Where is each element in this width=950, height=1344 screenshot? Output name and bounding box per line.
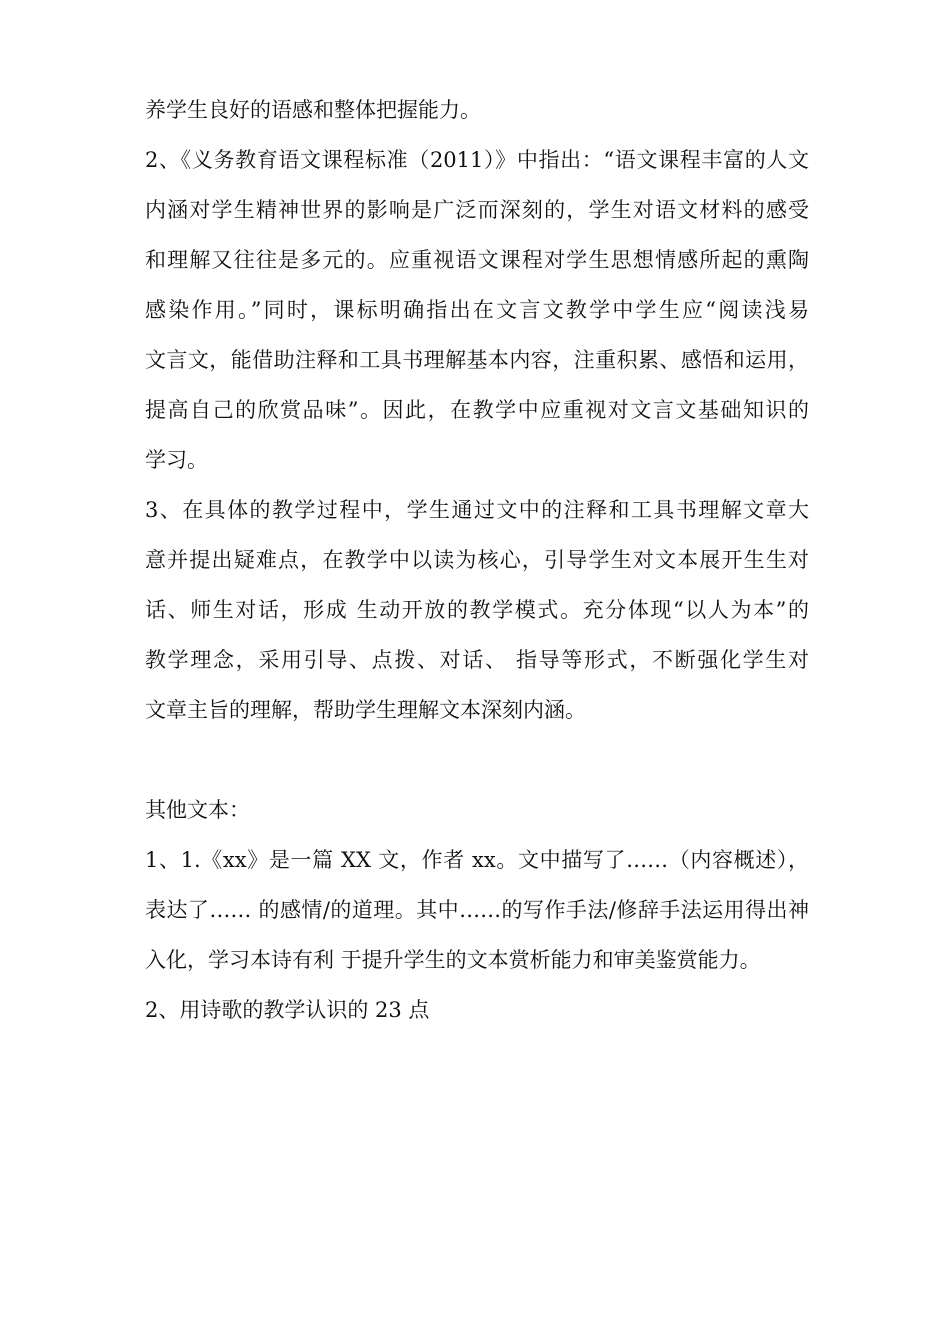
text-line: 3、在具体的教学过程中，学生通过文中的注释和工具书理解文章大	[145, 498, 809, 522]
text-line: 1、1.《xx》是一篇 XX 文，作者 xx。文中描写了……（内容概述），	[145, 848, 809, 872]
text-line: 感染作用。”同时，课标明确指出在文言文教学中学生应“阅读浅易	[145, 298, 809, 322]
other-text-section	[145, 796, 809, 1024]
text-line: 学习。	[145, 448, 208, 472]
paragraph-continuation	[145, 96, 809, 124]
text-line: 2、《义务教育语文课程标准（2011）》中指出：“语文课程丰富的人文	[145, 148, 809, 172]
text-line: 内涵对学生精神世界的影响是广泛而深刻的，学生对语文材料的感受	[145, 198, 809, 222]
blank-line	[145, 746, 809, 796]
section-heading: 其他文本：	[145, 798, 250, 822]
text-line: 文言文，能借助注释和工具书理解基本内容，注重积累、感悟和运用，	[145, 348, 809, 372]
text-line: 话、师生对话，形成 生动开放的教学模式。充分体现“以人为本”的	[145, 598, 809, 622]
text-line: 教学理念，采用引导、点拨、对话、 指导等形式，不断强化学生对	[145, 648, 809, 672]
text-line: 入化，学习本诗有利 于提升学生的文本赏析能力和审美鉴赏能力。	[145, 948, 761, 972]
paragraph-item-2	[145, 146, 809, 474]
text-line: 养学生良好的语感和整体把握能力。	[145, 98, 481, 122]
text-line: 文章主旨的理解，帮助学生理解文本深刻内涵。	[145, 698, 586, 722]
text-line: 表达了…… 的感情/的道理。其中……的写作手法/修辞手法运用得出神	[145, 898, 809, 922]
text-line: 和理解又往往是多元的。应重视语文课程对学生思想情感所起的熏陶	[145, 248, 809, 272]
document-page	[145, 96, 809, 1046]
text-line: 2、用诗歌的教学认识的 23 点	[145, 998, 430, 1022]
paragraph-item-3	[145, 496, 809, 724]
text-line: 提高自己的欣赏品味”。因此，在教学中应重视对文言文基础知识的	[145, 398, 809, 422]
text-line: 意并提出疑难点，在教学中以读为核心，引导学生对文本展开生生对	[145, 548, 809, 572]
